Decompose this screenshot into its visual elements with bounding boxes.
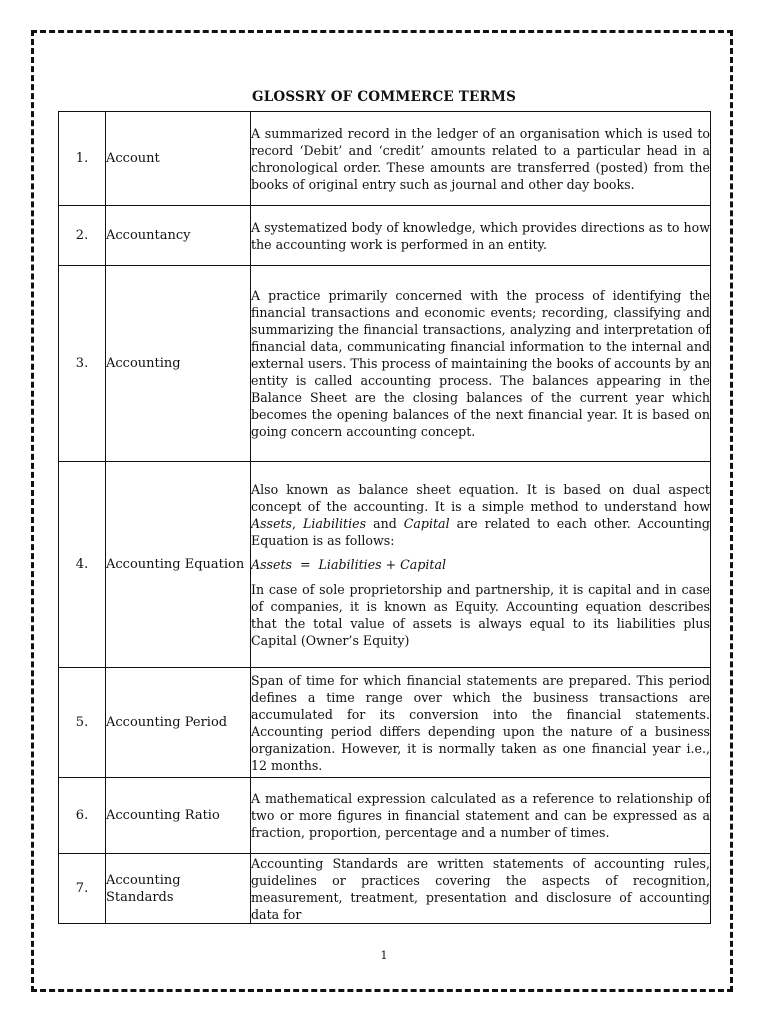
definition-text: A systematized body of knowledge, which provides directions as to how the accounting work is performed in an entity.	[251, 219, 710, 252]
table-row	[59, 266, 711, 462]
entry-definition	[251, 778, 711, 854]
definition-text: A practice primarily concerned with the process of identifying the financial transactions and economic events; recording, classifying and summarizing the financial transactions, analyzing and interpretation of financial data, communicating financial information to the internal and external users. This process of maintaining the books of accounts by an entity is called accounting process. The balances appearing in the Balance Sheet are the closing balances of the current year which becomes the opening balances of the next financial year. It is based on going concern accounting concept.	[251, 288, 710, 439]
table-row	[59, 206, 711, 266]
definition-text: Span of time for which financial statements are prepared. This period defines a time range over which the business transactions are accumulated for its conversion into the financial statements. Accounting period differs depending upon the nature of a business organization. However, it is normally taken as one financial year i.e., 12 months.	[251, 672, 710, 773]
definition-text: A mathematical expression calculated as a reference to relationship of two or more figures in financial statement and can be expressed as a fraction, proportion, percentage and a number of times.	[251, 791, 710, 840]
entry-term: Accounting Ratio	[106, 778, 251, 854]
term-assets: Assets	[251, 515, 292, 531]
entry-definition	[251, 112, 711, 206]
page-number: 1	[380, 949, 388, 962]
term-liabilities: Liabilities	[303, 515, 367, 531]
table-row	[59, 112, 711, 206]
entry-definition	[251, 854, 711, 924]
entry-definition	[251, 462, 711, 668]
definition-text	[251, 481, 710, 549]
entry-definition	[251, 206, 711, 266]
entry-number: 5.	[59, 668, 106, 778]
entry-definition	[251, 266, 711, 462]
table-row	[59, 668, 711, 778]
definition-intro-end: are related to each other. Accounting Equation is as follows:	[251, 515, 710, 548]
definition-intro: Also known as balance sheet equation. It is based on dual aspect concept of the accounting. It is a simple method to understand how	[251, 481, 710, 514]
table-row	[59, 778, 711, 854]
term-capital: Capital	[403, 515, 450, 531]
definition-text: In case of sole proprietorship and partnership, it is capital and in case of companies, it is known as Equity. Accounting equation describes that the total value of assets is always equal to its liabilities plus Capital (Owner’s Equity)	[251, 581, 710, 648]
entry-term: Accounting Period	[106, 668, 251, 778]
entry-term: Accounting Standards	[106, 854, 251, 924]
entry-number: 3.	[59, 266, 106, 462]
table-row	[59, 462, 711, 668]
separator: ,	[292, 515, 297, 531]
definition-text: A summarized record in the ledger of an organisation which is used to record ‘Debit’ and ‘credit’ amounts related to a particular head in a chronological order. These amounts are transferred (posted) from the books of original entry such as journal and other day books.	[251, 125, 710, 192]
entry-number: 6.	[59, 778, 106, 854]
entry-number: 7.	[59, 854, 106, 924]
conjunction: and	[373, 515, 397, 531]
entry-definition	[251, 668, 711, 778]
entry-term: Accounting Equation	[106, 462, 251, 668]
entry-number: 4.	[59, 462, 106, 668]
entry-number: 2.	[59, 206, 106, 266]
glossary-table	[58, 111, 711, 924]
entry-term: Account	[106, 112, 251, 206]
entry-term: Accountancy	[106, 206, 251, 266]
definition-text: Accounting Standards are written statements of accounting rules, guidelines or practices covering the aspects of recognition, measurement, treatment, presentation and disclosure of accounting data for	[251, 855, 710, 922]
definition-clip	[251, 855, 710, 923]
accounting-equation: Assets = Liabilities + Capital	[251, 556, 447, 572]
page-title: GLOSSRY OF COMMERCE TERMS	[251, 89, 517, 105]
entry-number: 1.	[59, 112, 106, 206]
entry-term: Accounting	[106, 266, 251, 462]
table-row	[59, 854, 711, 924]
